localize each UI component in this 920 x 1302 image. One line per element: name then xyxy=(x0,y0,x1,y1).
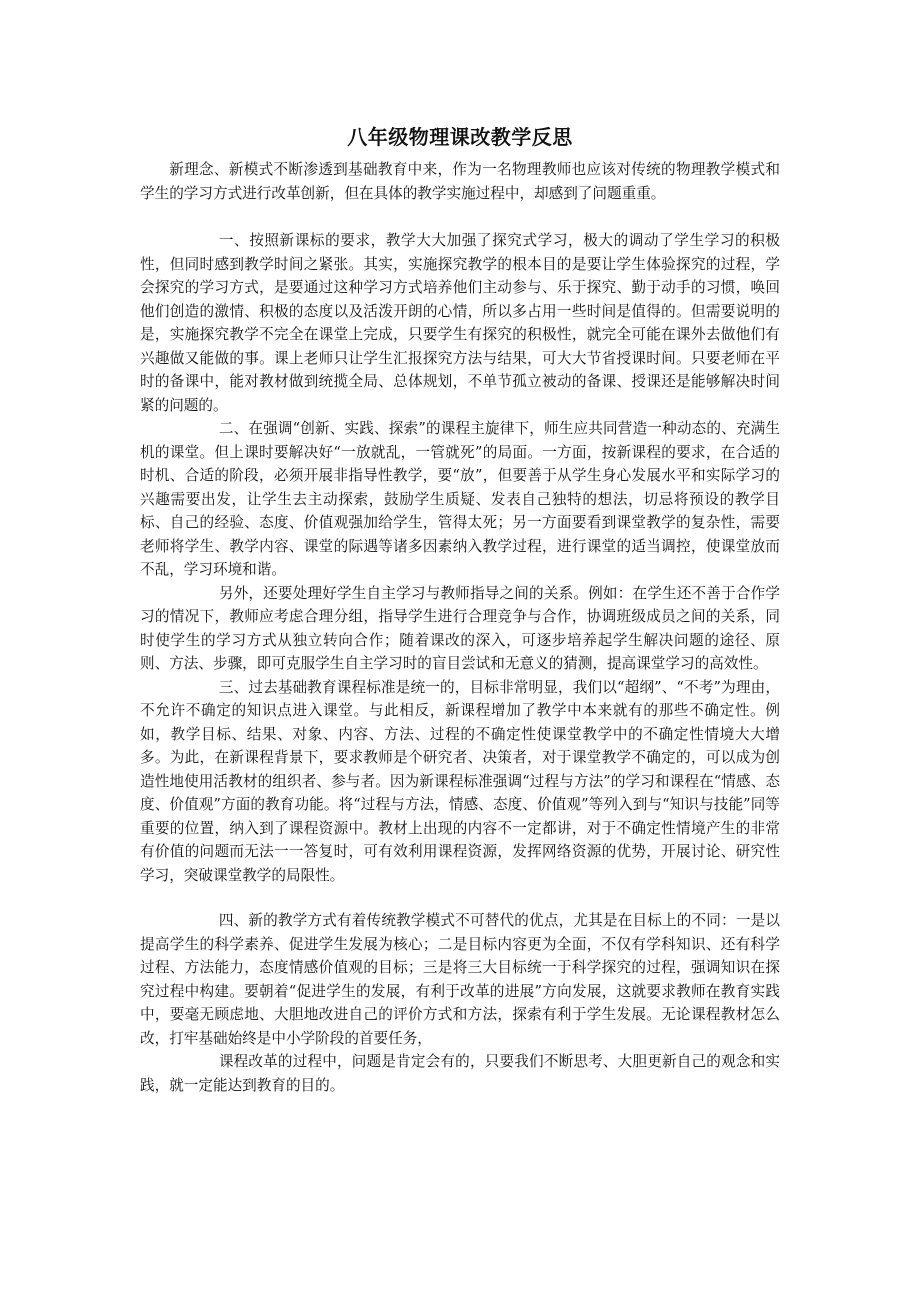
paragraph-conclusion: 课程改革的过程中，问题是肯定会有的，只要我们不断思考、大胆更新自己的观念和实践，就一定能达到教育的目的。 xyxy=(140,1053,780,1094)
paragraph-intro: 新理念、新模式不断渗透到基础教育中来，作为一名物理教师也应该对传统的物理教学模式和学生的学习方式进行改革创新，但在具体的教学实施过程中，却感到了问题重重。 xyxy=(140,161,780,202)
paragraph-section-one: 一、按照新课标的要求，教学大大加强了探究式学习，极大的调动了学生学习的积极性，但同时感到教学时间之紧张。其实，实施探究教学的根本目的是要让学生体验探究的过程，学会探究的学习方式，是要通过这种学习方式培养他们主动参与、乐于探究、勤于动手的习惯，唤回他们创造的激情、积极的态度以及活泼开朗的心情，所以多占用一些时间是值得的。但需要说明的是，实施探究教学不完全在课堂上完成，只要学生有探究的积极性，就完全可能在课外去做他们有兴趣做又能做的事。课上老师只让学生汇报探究方法与结果，可大大节省授课时间。只要老师在平时的备课中，能对教材做到统揽全局、总体规划，不单节孤立被动的备课、授课还是能够解决时间紧的问题的。 xyxy=(140,232,780,414)
paragraph-section-three: 三、过去基础教育课程标准是统一的，目标非常明显，我们以“超纲”、“不考”为理由，不允许不确定的知识点进入课堂。与此相反，新课程增加了教学中本来就有的那些不确定性。例如，教学目标、结果、对象、内容、方法、过程的不确定性使课堂教学中的不确定性情境大大增多。为此，在新课程背景下，要求教师是个研究者、决策者，对于课堂教学不确定的，可以成为创造性地使用活教材的组织者、参与者。因为新课程标准强调“过程与方法”的学习和课程在“情感、态度、价值观”方面的教育功能。将“过程与方法，情感、态度、价值观”等列入到与“知识与技能”同等重要的位置，纳入到了课程资源中。教材上出现的内容不一定都讲，对于不确定性情境产生的非常有价值的问题而无法一一答复时，可有效利用课程资源，发挥网络资源的优势，开展讨论、研究性学习，突破课堂教学的局限性。 xyxy=(140,678,780,884)
paragraph-section-four: 四、新的教学方式有着传统教学模式不可替代的优点，尤其是在目标上的不同：一是以提高学生的科学素养、促进学生发展为核心；二是目标内容更为全面，不仅有学科知识、还有科学过程、方法能力，态度情感价值观的目标；三是将三大目标统一于科学探究的过程，强调知识在探究过程中构建。要朝着“促进学生的发展，有利于改革的进展”方向发展，这就要求教师在教育实践中，要毫无顾虑地、大胆地改进自己的评价方式和方法，探索有利于学生发展。无论课程教材怎么改，打牢基础始终是中小学阶段的首要任务， xyxy=(140,912,780,1047)
document-body xyxy=(140,158,780,1097)
document-title: 八年级物理课改教学反思 xyxy=(347,125,573,149)
paragraph-section-two: 二、在强调“创新、实践、探索”的课程主旋律下，师生应共同营造一种动态的、充满生机的课堂。但上课时要解决好“一放就乱，一管就死”的局面。一方面，按新课程的要求，在合适的时机、合适的阶段，必须开展非指导性教学，要“放”，但要善于从学生身心发展水平和实际学习的兴趣需要出发，让学生去主动探索，鼓励学生质疑、发表自己独特的想法，切忌将预设的教学目标、自己的经验、态度、价值观强加给学生，管得太死；另一方面要看到课堂教学的复杂性，需要老师将学生、教学内容、课堂的际遇等诸多因素纳入教学过程，进行课堂的适当调控，使课堂放而不乱，学习环境和谐。 xyxy=(140,420,780,578)
paragraph-additional: 另外，还要处理好学生自主学习与教师指导之间的关系。例如：在学生还不善于合作学习的情况下，教师应考虑合理分组，指导学生进行合理竞争与合作，协调班级成员之间的关系，同时使学生的学习方式从独立转向合作；随着课改的深入，可逐步培养起学生解决问题的途径、原则、方法、步骤，即可克服学生自主学习时的盲目尝试和无意义的猜测，提高课堂学习的高效性。 xyxy=(140,584,780,672)
